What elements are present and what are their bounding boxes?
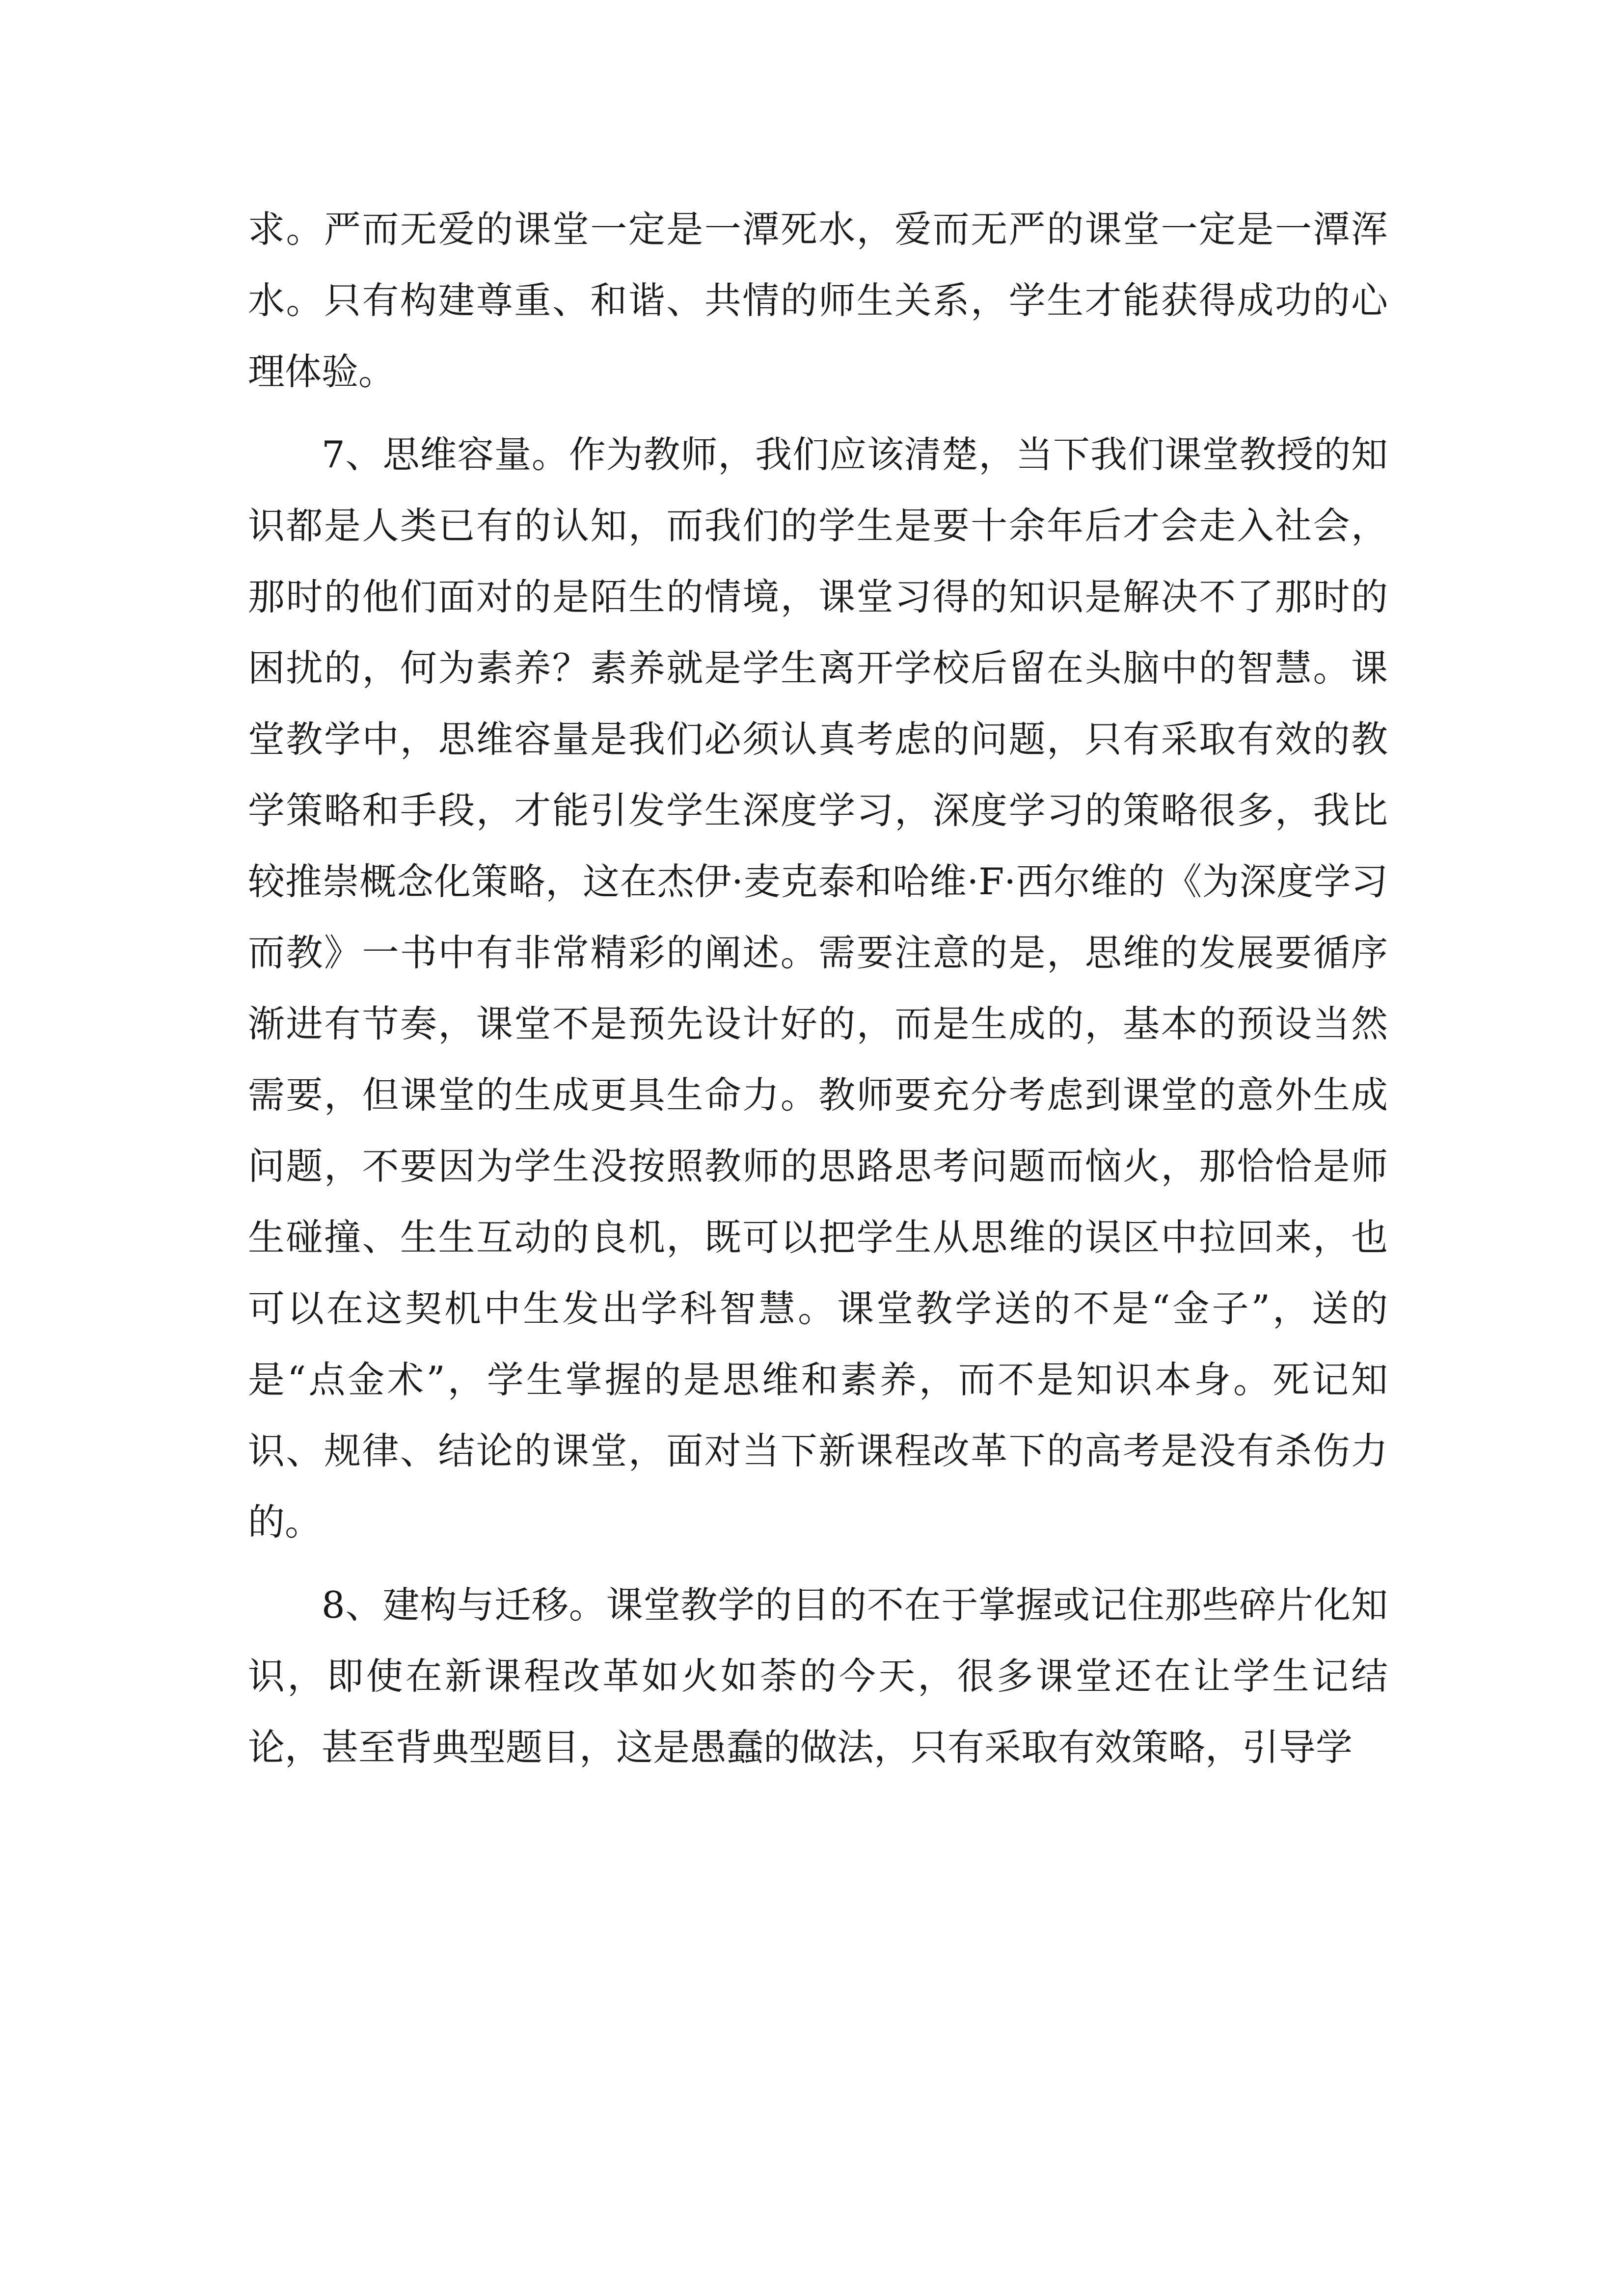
body-text <box>248 194 1388 1795</box>
paragraph-7-thinking-capacity: 7、思维容量。作为教师，我们应该清楚，当下我们课堂教授的知识都是人类已有的认知，而我们的学生是要十余年后才会走入社会，那时的他们面对的是陌生的情境，课堂习得的知识是解决不了那时的困扰的，何为素养？素养就是学生离开学校后留在头脑中的智慧。课堂教学中，思维容量是我们必须认真考虑的问题，只有采取有效的教学策略和手段，才能引发学生深度学习，深度学习的策略很多，我比较推崇概念化策略，这在杰伊·麦克泰和哈维·F·西尔维的《为深度学习而教》一书中有非常精彩的阐述。需要注意的是，思维的发展要循序渐进有节奏，课堂不是预先设计好的，而是生成的，基本的预设当然需要，但课堂的生成更具生命力。教师要充分考虑到课堂的意外生成问题，不要因为学生没按照教师的思路思考问题而恼火，那恰恰是师生碰撞、生生互动的良机，既可以把学生从思维的误区中拉回来，也可以在这契机中生发出学科智慧。课堂教学送的不是“金子”，送的是“点金术”，学生掌握的是思维和素养，而不是知识本身。死记知识、规律、结论的课堂，面对当下新课程改革下的高考是没有杀伤力的。 <box>248 433 1388 1544</box>
paragraph-8-construction-transfer: 8、建构与迁移。课堂教学的目的不在于掌握或记住那些碎片化知识，即使在新课程改革如火如荼的今天，很多课堂还在让学生记结论，甚至背典型题目，这是愚蠢的做法，只有采取有效策略，引导学 <box>248 1583 1388 1769</box>
paragraph-continuation: 求。严而无爱的课堂一定是一潭死水，爱而无严的课堂一定是一潭浑水。只有构建尊重、和谐、共情的师生关系，学生才能获得成功的心理体验。 <box>248 208 1388 393</box>
